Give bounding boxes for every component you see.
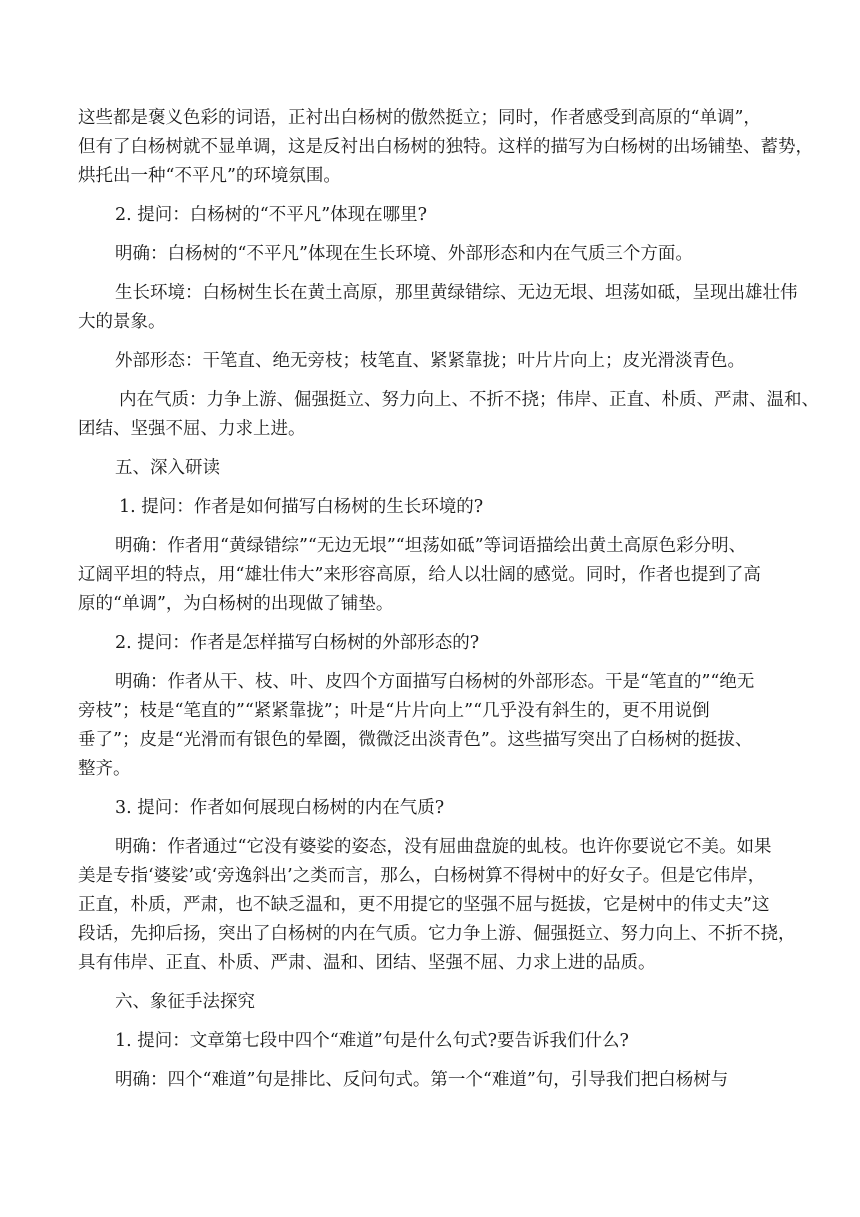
- text-line: 团结、坚强不屈、力求上进。: [78, 419, 306, 439]
- inner-temperament-paragraph: [78, 386, 819, 444]
- section-heading: 五、深入研读: [115, 458, 220, 478]
- question-1-environment: [78, 493, 794, 522]
- text-line: 这些都是褒义色彩的词语，正衬出白杨树的傲然挺立；同时，作者感受到高原的“单调”，: [78, 108, 761, 128]
- external-form-paragraph: [78, 347, 794, 376]
- question-2-form: [78, 629, 794, 658]
- text-line: 具有伟岸、正直、朴质、严肃、温和、团结、坚强不屈、力求上进的品质。: [78, 953, 656, 973]
- text-line: 明确：作者从干、枝、叶、皮四个方面描写白杨树的外部形态。干是“笔直的”“绝无: [115, 672, 755, 692]
- text-line: 垂了”；皮是“光滑而有银色的晕圈，微微泛出淡青色”。这些描写突出了白杨树的挺拔、: [78, 730, 753, 750]
- question-1-rhetorical: [78, 1027, 794, 1056]
- text-line: 明确：四个“难道”句是排比、反问句式。第一个“难道”句，引导我们把白杨树与: [115, 1070, 729, 1090]
- section-heading: 六、象征手法探究: [115, 992, 255, 1012]
- text-line: 明确：作者通过“它没有婆娑的姿态，没有屈曲盘旋的虬枝。也许你要说它不美。如果: [115, 837, 772, 857]
- document-page: [78, 104, 819, 1105]
- text-line: 1. 提问：文章第七段中四个“难道”句是什么句式?要告诉我们什么?: [115, 1031, 629, 1051]
- answer-1-environment: [78, 532, 794, 619]
- paragraph-environment-summary: [78, 104, 813, 191]
- text-line: 外部形态：干笔直、绝无旁枝；枝笔直、紧紧靠拢；叶片片向上；皮光滑淡青色。: [115, 351, 745, 371]
- text-line: 正直，朴质，严肃，也不缺乏温和，更不用提它的坚强不屈与挺拔，它是树中的伟丈夫”这: [78, 895, 770, 915]
- text-line: 美是专指‘婆娑’或‘旁逸斜出’之类而言，那么，白杨树算不得树中的好女子。但是它伟岸，: [78, 866, 766, 886]
- question-3-temperament: [78, 794, 794, 823]
- text-line: 明确：作者用“黄绿错综”“无边无垠”“坦荡如砥”等词语描绘出黄土高原色彩分明、: [115, 536, 747, 556]
- text-line: 原的“单调”，为白杨树的出现做了铺垫。: [78, 594, 394, 614]
- text-line: 辽阔平坦的特点，用“雄壮伟大”来形容高原，给人以壮阔的感觉。同时，作者也提到了高: [78, 565, 761, 585]
- text-line: 段话，先抑后扬，突出了白杨树的内在气质。它力争上游、倔强挺立、努力向上、不折不挠，: [78, 924, 796, 944]
- text-line: 2. 提问：作者是怎样描写白杨树的外部形态的?: [115, 633, 480, 653]
- growth-environment-paragraph: [78, 279, 798, 337]
- section-heading-in-depth-reading: [78, 454, 794, 483]
- answer-2-summary: [78, 240, 794, 269]
- answer-2-form: [78, 668, 794, 784]
- text-line: 明确：白杨树的“不平凡”体现在生长环境、外部形态和内在气质三个方面。: [115, 244, 693, 264]
- text-line: 烘托出一种“不平凡”的环境氛围。: [78, 166, 341, 186]
- text-line: 大的景象。: [78, 312, 166, 332]
- text-line: 内在气质：力争上游、倔强挺立、努力向上、不折不挠；伟岸、正直、朴质、严肃、温和、: [119, 390, 819, 410]
- question-2-extraordinary: [78, 201, 794, 230]
- text-line: 但有了白杨树就不显单调，这是反衬出白杨树的独特。这样的描写为白杨树的出场铺垫、蓄势，: [78, 137, 813, 157]
- text-line: 旁枝”；枝是“笔直的”“紧紧靠拢”；叶是“片片向上”“几乎没有斜生的，更不用说倒: [78, 701, 710, 721]
- text-line: 3. 提问：作者如何展现白杨树的内在气质?: [115, 798, 445, 818]
- text-line: 生长环境：白杨树生长在黄土高原，那里黄绿错综、无边无垠、坦荡如砥，呈现出雄壮伟: [115, 283, 798, 303]
- text-line: 整齐。: [78, 759, 131, 779]
- answer-3-temperament: [78, 833, 794, 978]
- text-line: 2. 提问：白杨树的“不平凡”体现在哪里?: [115, 205, 428, 225]
- text-line: 1. 提问：作者是如何描写白杨树的生长环境的?: [119, 497, 484, 517]
- section-heading-symbolism: [78, 988, 794, 1017]
- answer-1-rhetorical: [78, 1066, 794, 1095]
